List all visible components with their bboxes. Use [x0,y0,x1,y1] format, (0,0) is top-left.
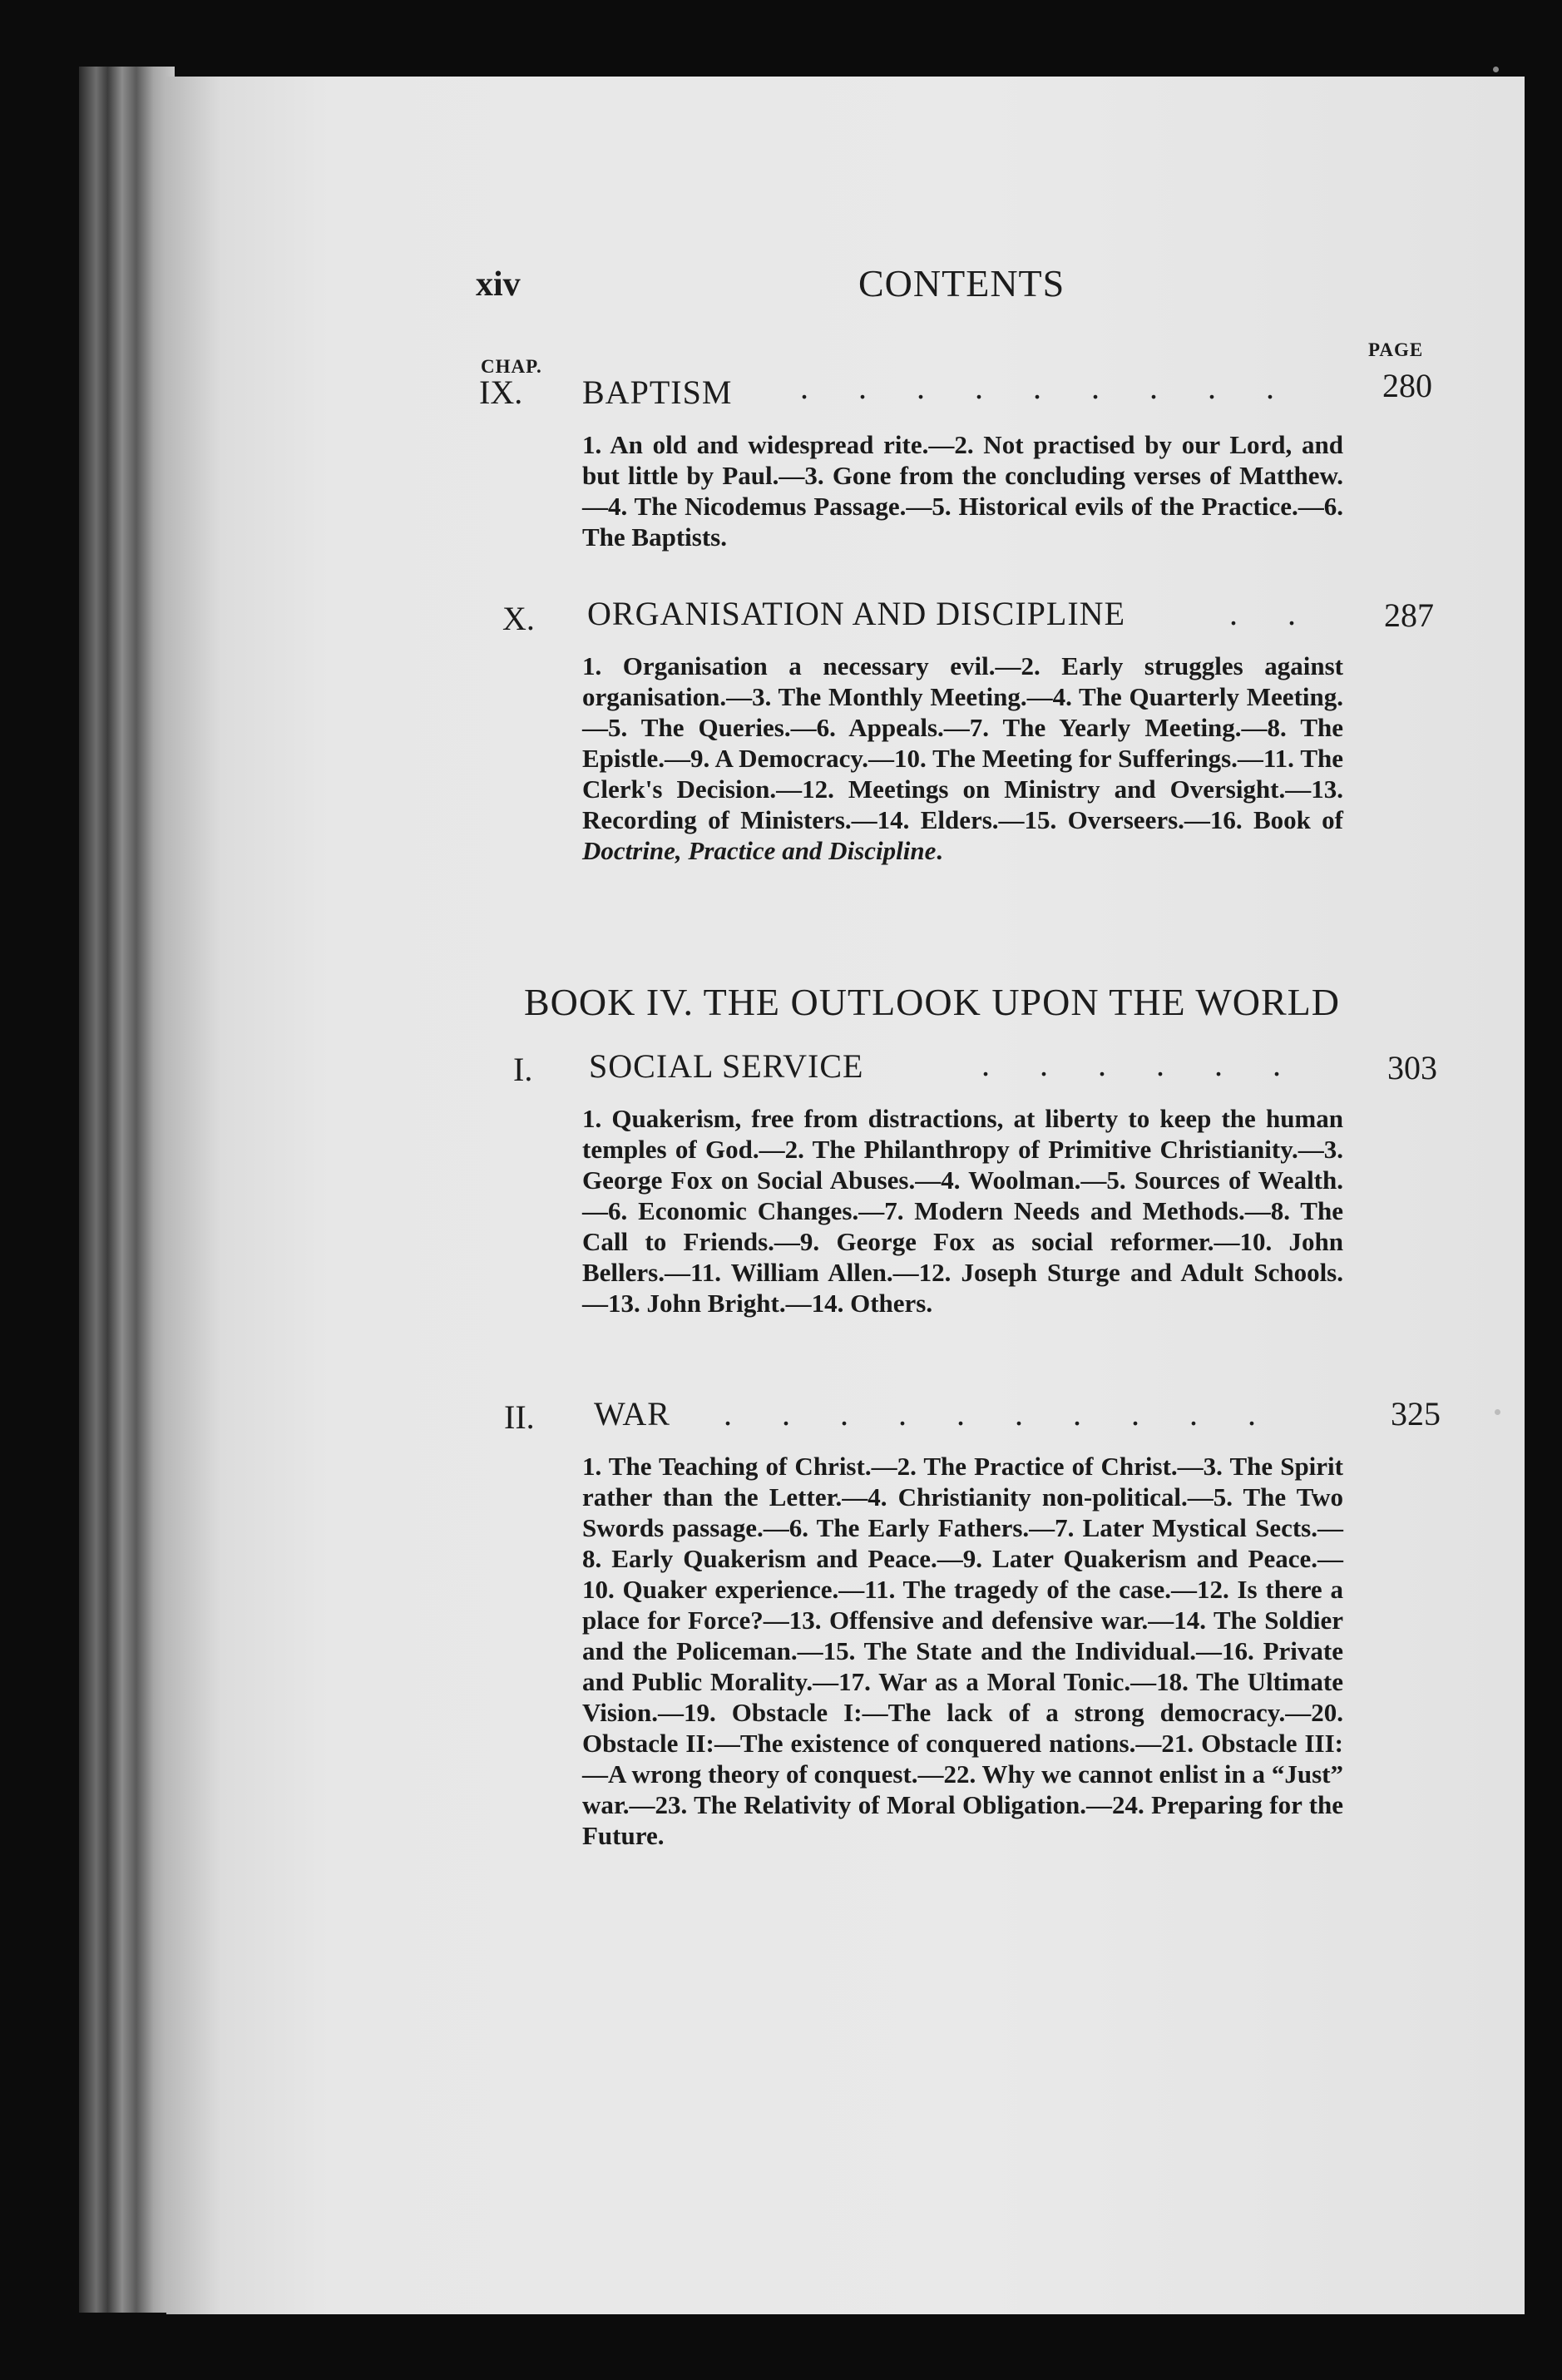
book-spine [79,67,175,2313]
chapter-title: WAR [594,1395,670,1432]
scan-speck [1495,1409,1500,1415]
scan-speck [1493,67,1499,72]
chapter-title: SOCIAL SERVICE [589,1047,864,1085]
summary-text: 1. Organisation a necessary evil.—2. Early struggles against organisation.—3. The Monthly Meeting.—4. The Quarterly Meeting.—5. The Queries.—6. Appeals.—7. The Yearly Meeting.—8. The Epistle.—9. A Democracy.—10. The Meeting for Sufferings.—11. The Clerk's Decision.—12. Meetings on Ministry and Oversight.—13. Recording of Ministers.—14. Elders.—15. Overseers.—16. Book of [582,651,1343,834]
dot-leaders: . . . . . . . . . [800,369,1295,406]
dot-leaders: . . . . . . . . . . [724,1395,1277,1432]
chap-column-label: CHAP. [481,356,542,377]
dot-leaders: . . . . . . [981,1046,1302,1083]
chapter-title: BAPTISM [582,374,733,411]
chapter-number: IX. [479,374,523,411]
summary-end: . [936,836,943,865]
page-folio: xiv [476,265,521,304]
book-heading: BOOK IV. THE OUTLOOK UPON THE WORLD [524,981,1340,1023]
chapter-summary: 1. An old and widespread rite.—2. Not practised by our Lord, and but little by Paul.—3. Gone from the concluding verses of Matthew.—4. The Nicodemus Passage.—5. Historical evils of the Practice.—6. The Baptists. [582,430,1343,552]
chapter-number: I. [513,1051,533,1088]
chapter-number: X. [502,600,535,637]
chapter-page-number: 325 [1391,1395,1441,1432]
dot-leaders: . . [1229,595,1317,632]
chapter-title: ORGANISATION AND DISCIPLINE [587,595,1125,632]
chapter-page-number: 303 [1387,1049,1437,1086]
chapter-page-number: 287 [1384,596,1434,634]
chapter-page-number: 280 [1382,367,1432,404]
chapter-number: II. [504,1398,535,1436]
summary-italic-title: Doctrine, Practice and Discipline [582,836,937,865]
page-column-label: PAGE [1368,339,1424,360]
chapter-summary: 1. The Teaching of Christ.—2. The Practice of Christ.—3. The Spirit rather than the Letter.—4. Christianity non-political.—5. The Two Swords passage.—6. The Early Fathers.—7. Later Mystical Sects.—8. Early Quakerism and Peace.—9. Later Quakerism and Peace.—10. Quaker experience.—11. The tragedy of the case.—12. Is there a place for Force?—13. Offensive and defensive war.—14. The Soldier and the Policeman.—15. The State and the Individual.—16. Private and Public Morality.—17. War as a Moral Tonic.—18. The Ultimate Vision.—19. Obstacle I:—The lack of a strong democracy.—20. Obstacle II:—The existence of conquered nations.—21. Obstacle III:—A wrong theory of conquest.—22. Why we cannot enlist in a “Just” war.—23. The Relativity of Moral Obligation.—24. Preparing for the Future. [582,1452,1343,1850]
chapter-summary [582,651,1343,866]
running-title: CONTENTS [858,262,1065,304]
chapter-summary: 1. Quakerism, free from distractions, at liberty to keep the human temples of God.—2. The Philanthropy of Primitive Christianity.—3. George Fox on Social Abuses.—4. Woolman.—5. Sources of Wealth.—6. Economic Changes.—7. Modern Needs and Methods.—8. The Call to Friends.—9. George Fox as social reformer.—10. John Bellers.—11. William Allen.—12. Joseph Sturge and Adult Schools.—13. John Bright.—14. Others. [582,1104,1343,1318]
